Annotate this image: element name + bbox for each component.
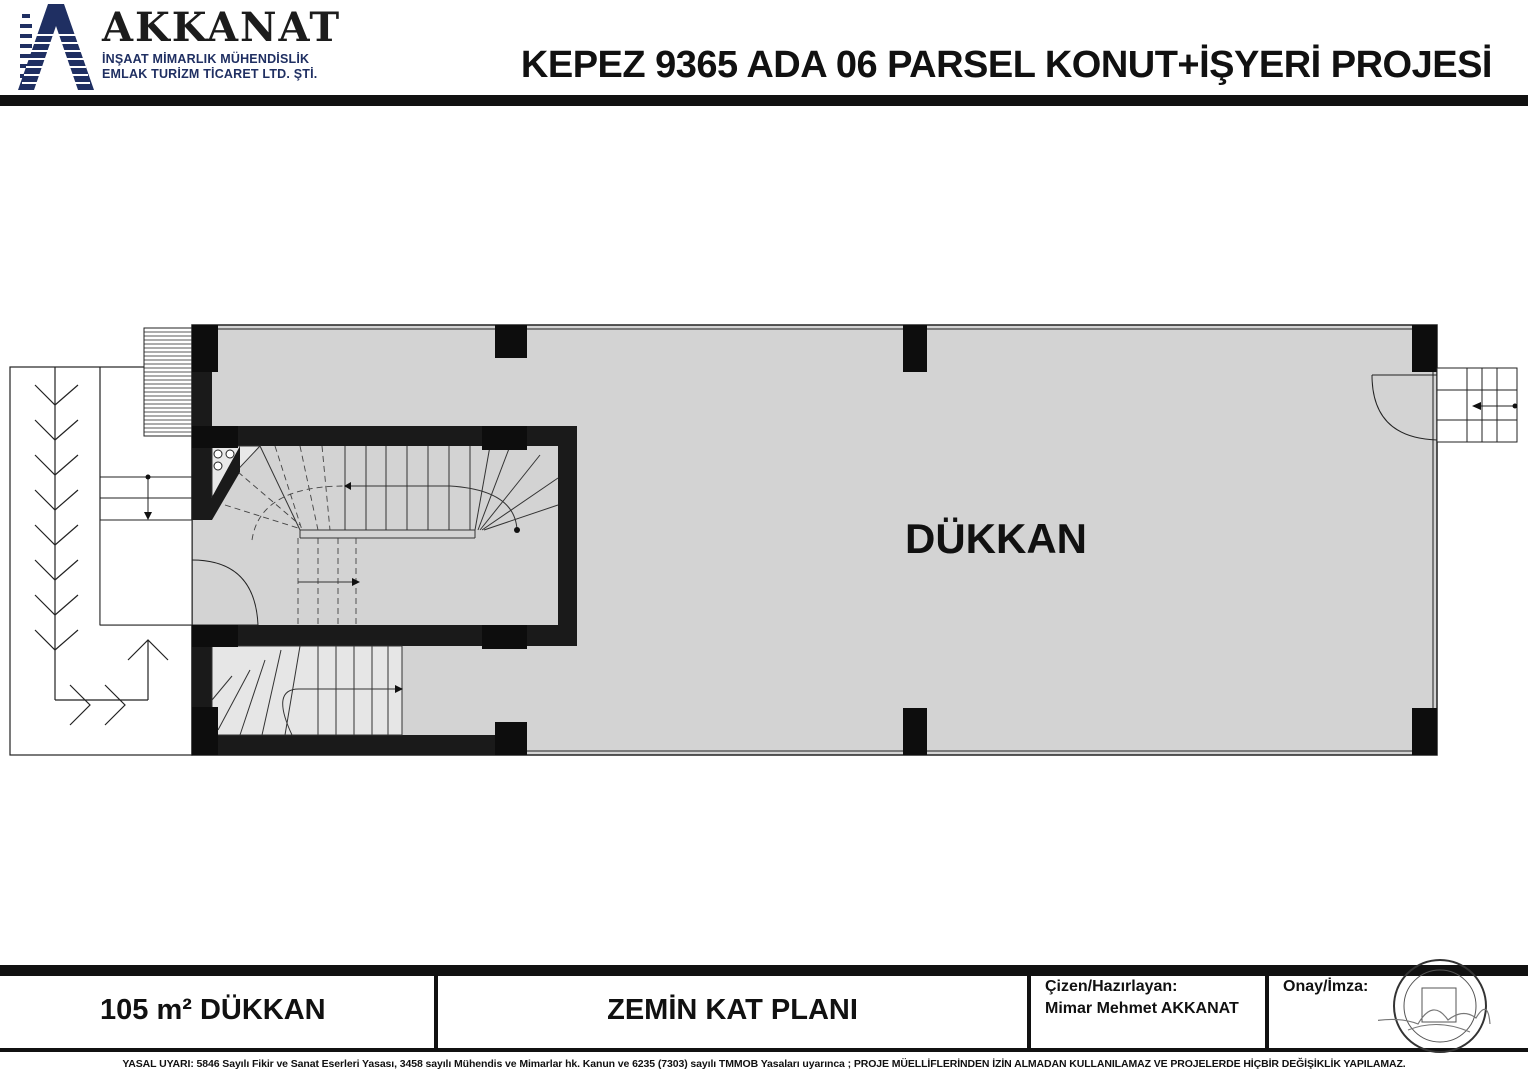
company-subtitle-2: EMLAK TURİZM TİCARET LTD. ŞTİ. — [102, 67, 318, 81]
floor-plan — [0, 300, 1528, 780]
header-divider — [0, 95, 1528, 106]
drawn-by-cell — [1031, 976, 1269, 1048]
legal-warning: YASAL UYARI: 5846 Sayılı Fikir ve Sanat Eserleri Yasası, 3458 sayılı Mühendis ve Mimarlar hk. Kanun ve 6235 (7303) sayılı TMMOB Yasaları uyarınca ; PROJE MÜELLİFLERİNDEN İZİN ALMADAN KULLANILAMAZ VE PROJELERDE HİÇBİR DEĞİŞİKLİK YAPILAMAZ. — [122, 1058, 1406, 1070]
area-label: 105 m² DÜKKAN — [100, 994, 326, 1026]
hatched-shaft — [144, 328, 194, 436]
drawn-by-label: Çizen/Hazırlayan: — [1045, 978, 1178, 995]
plan-name-cell — [438, 976, 1031, 1048]
company-name: AKKANAT — [102, 4, 342, 51]
company-subtitle-1: İNŞAAT MİMARLIK MÜHENDİSLİK — [102, 52, 310, 66]
approval-label: Onay/İmza: — [1283, 978, 1369, 995]
plan-name: ZEMİN KAT PLANI — [607, 994, 858, 1026]
drawn-by-value: Mimar Mehmet AKKANAT — [1045, 1000, 1239, 1017]
chamber-stamp-icon — [1378, 958, 1498, 1058]
footer-divider — [0, 965, 1528, 976]
room-label-shop: DÜKKAN — [905, 515, 1087, 562]
akkanat-logo-icon — [18, 4, 94, 90]
title-block-header — [0, 0, 1528, 106]
project-title: KEPEZ 9365 ADA 06 PARSEL KONUT+İŞYERİ PROJESİ — [520, 44, 1492, 86]
area-cell — [0, 976, 438, 1048]
title-block-footer — [0, 976, 1528, 1052]
